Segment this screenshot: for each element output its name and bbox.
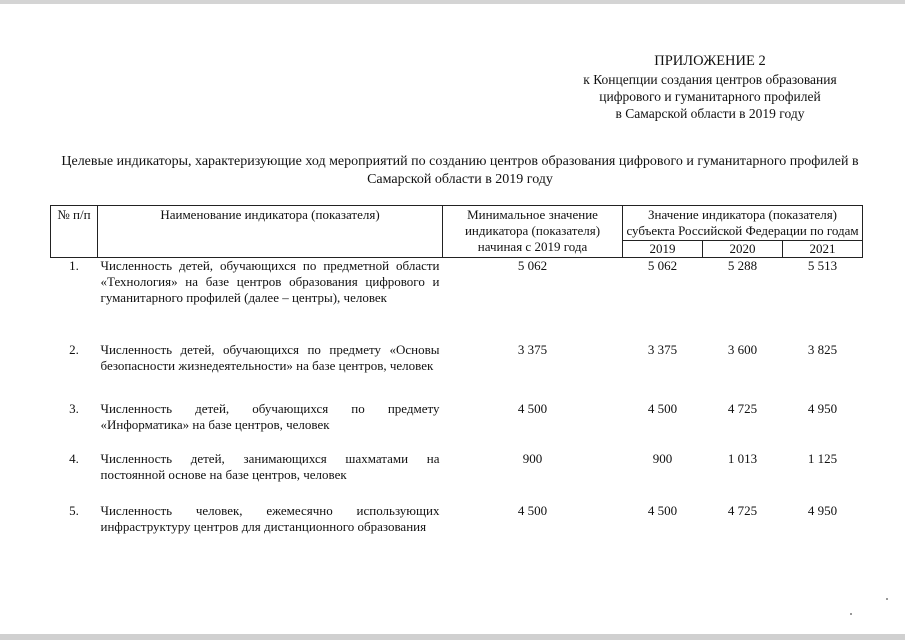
min-value: 5 062 [517,258,548,273]
value-2019: 4 500 [647,401,678,416]
table-row [51,258,863,343]
indicator-name: Численность детей, обучающихся по предметной области «Технология» на базе центров образования цифрового и гуманитарного профилей (далее – центры), человек [100,258,440,305]
value-2021: 1 125 [807,451,838,466]
table-row [51,342,863,401]
row-number: 4. [69,451,79,466]
appendix-line: к Концепции создания центров образования [583,72,837,87]
min-value: 4 500 [517,401,548,416]
scan-top-edge [0,0,905,4]
indicator-name: Численность детей, занимающихся шахматами на постоянной основе на базе центров, человек [100,451,440,482]
appendix-line: цифрового и гуманитарного профилей [599,89,821,104]
appendix-title: ПРИЛОЖЕНИЕ 2 [654,53,766,69]
value-2021: 4 950 [807,503,838,518]
value-2021: 5 513 [807,258,838,273]
header-name: Наименование индикатора (показателя) [98,206,443,258]
header-values-group: Значение индикатора (показателя) субъекта Российской Федерации по годам [623,206,863,241]
value-2020: 4 725 [727,401,758,416]
value-2019: 4 500 [647,503,678,518]
header-number: № п/п [51,206,98,258]
table-row [51,503,863,553]
min-value: 900 [522,451,543,466]
header-year: 2021 [783,241,863,258]
appendix-header [540,52,880,122]
value-2020: 5 288 [727,258,758,273]
row-number: 1. [69,258,79,273]
min-value: 4 500 [517,503,548,518]
scan-speck [886,598,888,600]
value-2019: 5 062 [647,258,678,273]
row-number: 5. [69,503,79,518]
value-2020: 4 725 [727,503,758,518]
value-2020: 3 600 [727,342,758,357]
indicators-table [50,205,863,553]
header-year: 2020 [703,241,783,258]
value-2021: 3 825 [807,342,838,357]
indicator-name: Численность детей, обучающихся по предмету «Информатика» на базе центров, человек [100,401,440,432]
value-2021: 4 950 [807,401,838,416]
min-value: 3 375 [517,342,548,357]
scan-bottom-edge [0,634,905,640]
value-2019: 3 375 [647,342,678,357]
appendix-line: в Самарской области в 2019 году [615,106,805,121]
table-row [51,451,863,503]
indicator-name: Численность человек, ежемесячно использующих инфраструктуру центров для дистанционного образования [100,503,440,534]
row-number: 3. [69,401,79,416]
document-title: Целевые индикаторы, характеризующие ход мероприятий по созданию центров образования цифрового и гуманитарного профилей в Самарской области в 2019 году [61,154,859,187]
header-min-value: Минимальное значение индикатора (показателя) начиная с 2019 года [443,206,623,258]
table-row [51,401,863,451]
scan-speck [850,613,852,615]
value-2019: 900 [652,451,673,466]
indicator-name: Численность детей, обучающихся по предмету «Основы безопасности жизнедеятельности» на базе центров, человек [100,342,440,373]
value-2020: 1 013 [727,451,758,466]
row-number: 2. [69,342,79,357]
header-year: 2019 [623,241,703,258]
